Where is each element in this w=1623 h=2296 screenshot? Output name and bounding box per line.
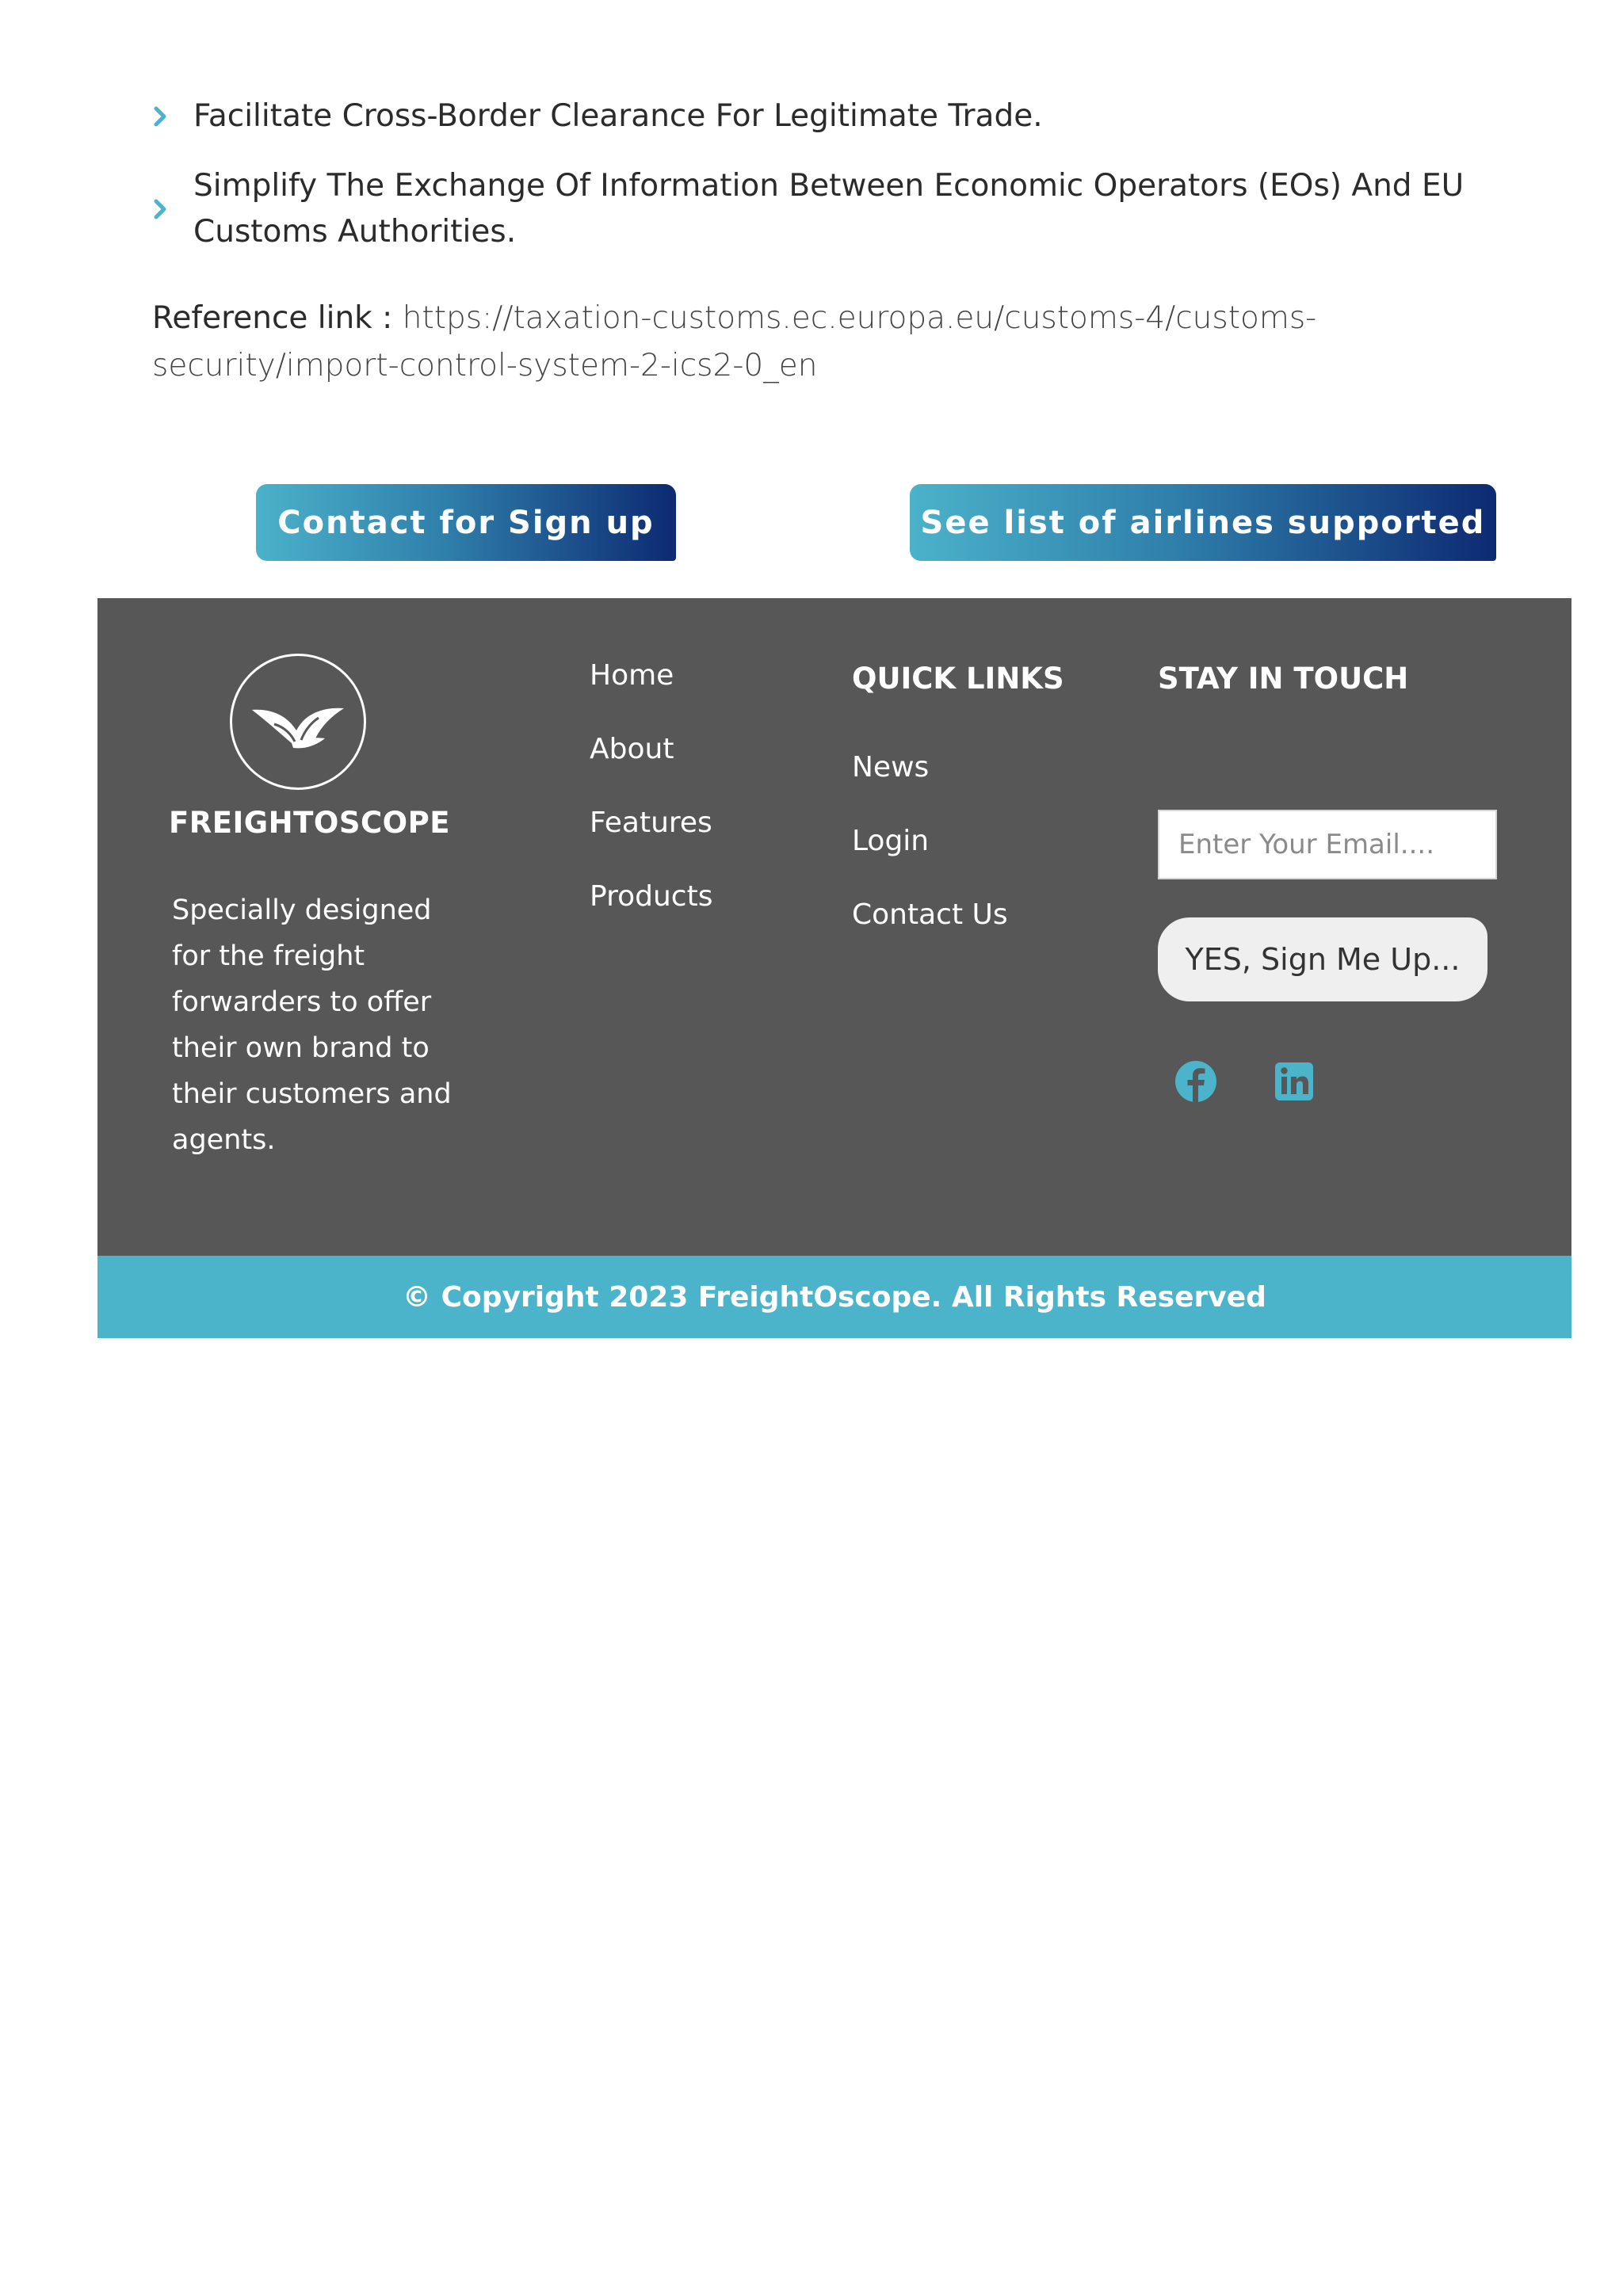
contact-signup-button[interactable]: Contact for Sign up xyxy=(256,484,676,561)
footer-link-products[interactable]: Products xyxy=(590,880,713,913)
airlines-list-button[interactable]: See list of airlines supported xyxy=(910,484,1496,561)
newsletter-email-input[interactable] xyxy=(1158,810,1497,879)
footer-link-contact-us[interactable]: Contact Us xyxy=(852,898,1008,931)
reference-link-paragraph xyxy=(152,295,1499,390)
reference-label: Reference link : xyxy=(152,300,403,336)
list-item-text: Facilitate Cross-Border Clearance For Legitimate Trade. xyxy=(193,98,1043,134)
list-item xyxy=(152,163,1515,255)
stay-in-touch-heading: STAY IN TOUCH xyxy=(1158,662,1409,696)
footer-link-about[interactable]: About xyxy=(590,733,674,765)
footer-link-login[interactable]: Login xyxy=(852,825,930,857)
chevron-right-icon xyxy=(152,197,170,221)
copyright-bar xyxy=(97,1256,1571,1338)
bird-logo-icon xyxy=(230,654,366,790)
site-footer xyxy=(97,598,1571,1256)
copyright-text: © Copyright 2023 FreightOscope. All Rights Reserved xyxy=(403,1280,1266,1314)
chevron-right-icon xyxy=(152,105,170,128)
brand-description: Specially designed for the freight forwarders to offer their own brand to their customers and agents. xyxy=(172,894,452,1156)
newsletter-signup-button[interactable]: YES, Sign Me Up... xyxy=(1158,917,1487,1001)
quick-links-heading: QUICK LINKS xyxy=(852,662,1064,696)
footer-quick-links xyxy=(852,752,1008,973)
linkedin-icon[interactable] xyxy=(1272,1059,1316,1104)
reference-url[interactable]: https://taxation-customs.ec.europa.eu/customs-4/customs-security/import-control-system-2-ics2-0_en xyxy=(152,300,1317,383)
footer-link-home[interactable]: Home xyxy=(590,659,674,692)
footer-link-news[interactable]: News xyxy=(852,751,930,784)
facebook-icon[interactable] xyxy=(1174,1059,1218,1104)
footer-link-features[interactable]: Features xyxy=(590,807,712,839)
benefit-list xyxy=(152,93,1515,279)
list-item xyxy=(152,93,1515,139)
list-item-text: Simplify The Exchange Of Information Between Economic Operators (EOs) And EU Customs Authorities. xyxy=(193,168,1465,250)
footer-main-links xyxy=(590,660,712,955)
brand-name: FREIGHTOSCOPE xyxy=(169,806,450,840)
